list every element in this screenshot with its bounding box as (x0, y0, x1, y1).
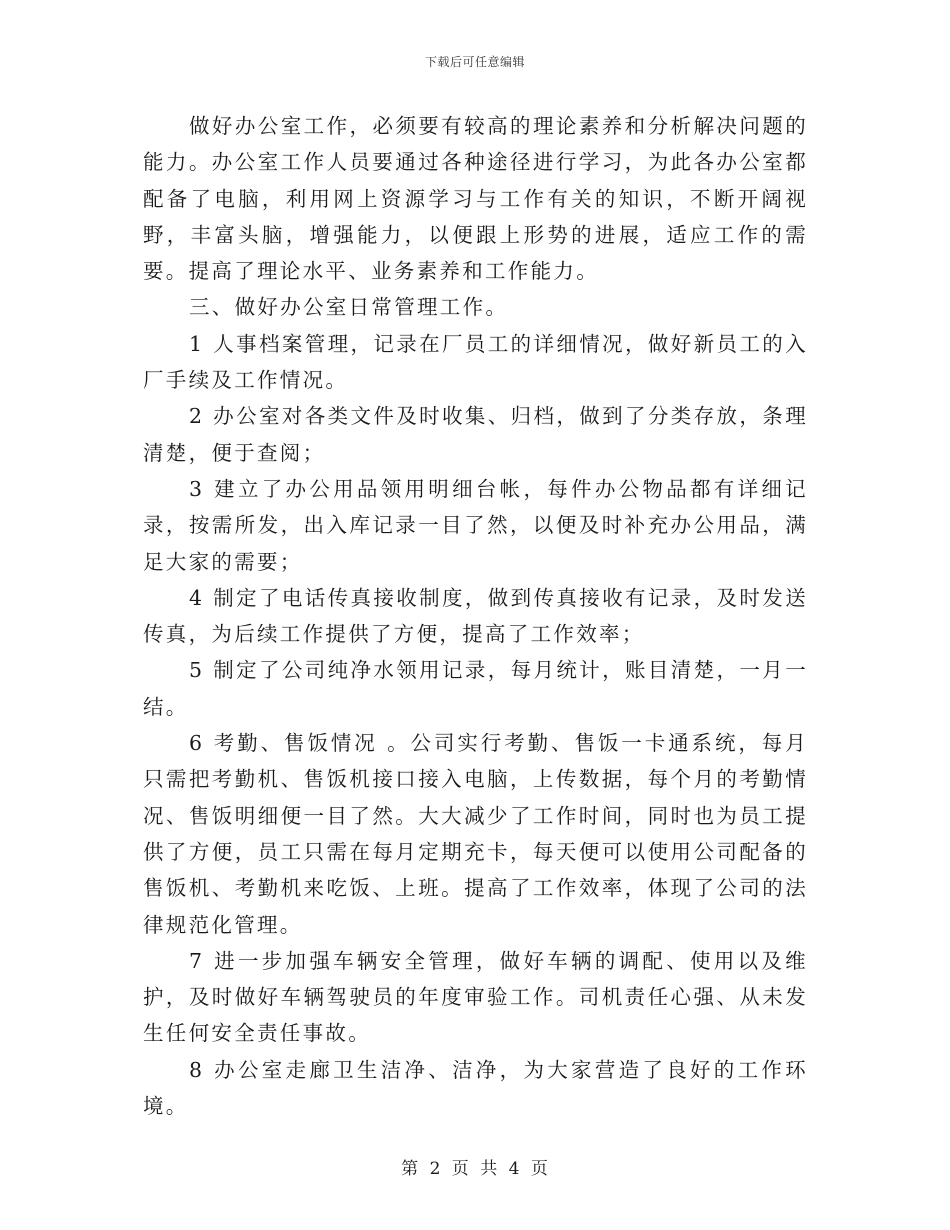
paragraph-item-7: 7 进一步加强车辆安全管理，做好车辆的调配、使用以及维护，及时做好车辆驾驶员的年度审验工作。司机责任心强、从未发生任何安全责任事故。 (143, 948, 808, 1046)
section-heading-daily-management: 三、做好办公室日常管理工作。 (189, 295, 509, 320)
paragraph-item-5: 5 制定了公司纯净水领用记录，每月统计，账目清楚，一月一结。 (143, 658, 808, 719)
paragraph-item-2: 2 办公室对各类文件及时收集、归档，做到了分类存放，条理清楚，便于查阅； (143, 404, 808, 465)
paragraph-study: 做好办公室工作，必须要有较高的理论素养和分析解决问题的能力。办公室工作人员要通过各种途径进行学习，为此各办公室都配备了电脑，利用网上资源学习与工作有关的知识，不断开阔视野，丰富头脑，增强能力，以便跟上形势的进展，适应工作的需要。提高了理论水平、业务素养和工作能力。 (143, 114, 808, 284)
document-body (143, 108, 808, 1124)
header-note: 下载后可任意编辑 (424, 55, 525, 69)
paragraph-item-3: 3 建立了办公用品领用明细台帐，每件办公物品都有详细记录，按需所发，出入库记录一目了然，以便及时补充办公用品，满足大家的需要； (143, 476, 808, 574)
page-number-footer: 第 2 页 共 4 页 (401, 1159, 549, 1179)
paragraph-item-4: 4 制定了电话传真接收制度，做到传真接收有记录，及时发送传真，为后续工作提供了方便，提高了工作效率； (143, 585, 808, 647)
paragraph-item-6: 6 考勤、售饭情况 。公司实行考勤、售饭一卡通系统，每月只需把考勤机、售饭机接口接入电脑，上传数据，每个月的考勤情况、售饭明细便一目了然。大大减少了工作时间，同时也为员工提供了方便，员工只需在每月定期充卡，每天便可以使用公司配备的售饭机、考勤机来吃饭、上班。提高了工作效率，体现了公司的法律规范化管理。 (143, 731, 808, 937)
paragraph-item-1: 1 人事档案管理，记录在厂员工的详细情况，做好新员工的入厂手续及工作情况。 (143, 331, 808, 393)
paragraph-item-8: 8 办公室走廊卫生洁净、洁净，为大家营造了良好的工作环境。 (143, 1057, 808, 1119)
